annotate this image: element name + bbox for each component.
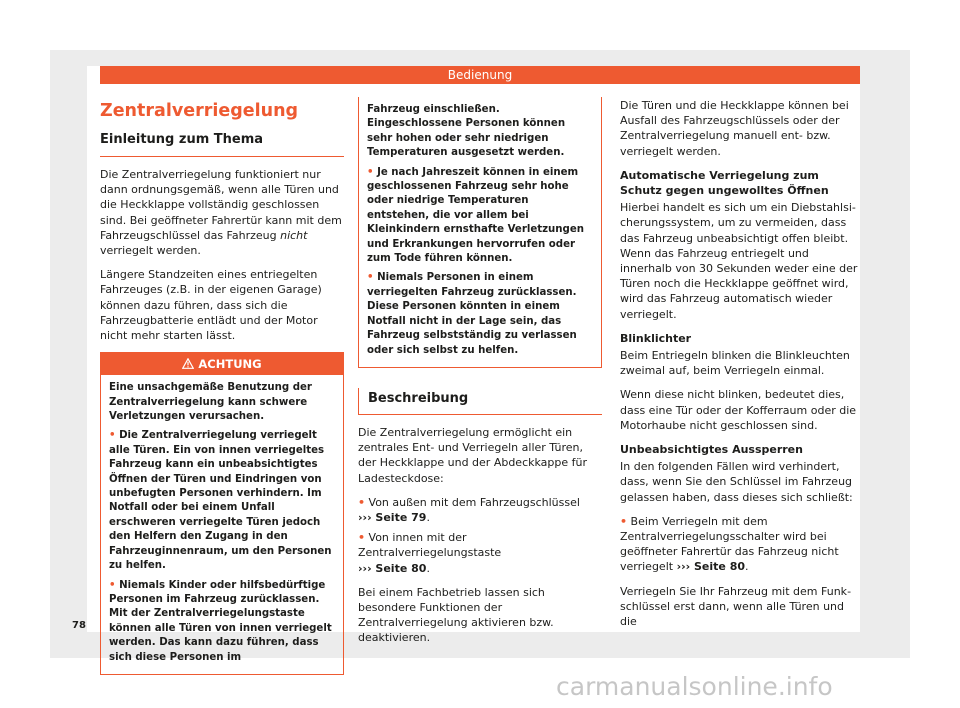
section-title: Zentralverriegelung — [100, 101, 299, 121]
warning-continued-text: Fahrzeug einschließen. Eingeschlossene Personen können sehr hohen oder sehr niedrigen Temperaturen ausgesetzt werden. — [367, 104, 566, 159]
warning-bullet: • Je nach Jahreszeit können in einem geschlossenen Fahrzeug sehr hohe oder niedrige Temperaturen entstehen, die vor allem bei Kleinkindern ernsthafte Verletzungen und Erkrankungen hervorrufen oder zum Tode führen können. — [367, 166, 585, 265]
middle-column — [358, 97, 602, 655]
description-paragraph-2: Bei einem Fachbetrieb lassen sich besondere Funktionen der Zentralverriegelung aktivieren bzw. deaktivieren. — [358, 585, 554, 645]
list-item: • Beim Verriegeln mit dem Zentralverriegelungsschalter wird bei geöffneter Fahrertür das Fahrzeug nicht verriegelt ››› Seite 80. — [620, 514, 839, 574]
warning-triangle-icon — [182, 358, 194, 369]
page-reference-link[interactable]: ››› Seite 80 — [358, 561, 427, 575]
list-item: • Von außen mit dem Fahrzeugschlüssel ››› Seite 79. — [358, 495, 580, 524]
right-column — [620, 98, 860, 638]
watermark: carmanualsonline.info — [556, 672, 833, 701]
warning-bullet: • Niemals Kinder oder hilfsbedürftige Personen im Fahrzeug zurücklassen. Mit der Zentralverriegelungstaste können alle Türen von innen verriegelt werden. Das kann dazu führen, dass sich diese Personen im — [109, 579, 332, 663]
warning-header — [101, 353, 343, 375]
intro-paragraph-1: Die Zentralverriegelung funktioniert nur dann ordnungsgemäß, wenn alle Türen und die Heckklappe vollständig geschlossen sind. Bei geöffneter Fahrertür kann mit dem Fahrzeugschlüssel das Fahrzeug nicht verriegelt werden. — [100, 168, 342, 258]
right-paragraph-5: In den folgenden Fällen wird verhindert, dass, wenn Sie den Schlüssel im Fahrzeug gelassen haben, dass dieses sich schließt: — [620, 460, 853, 504]
warning-continuation — [358, 97, 602, 368]
intro-paragraph-2: Längere Standzeiten eines entriegelten Fahrzeuges (z.B. in der eigenen Garage) können dazu führen, dass sich die Fahrzeugbatterie entlädt und der Motor nicht mehr starten lässt. — [100, 268, 322, 343]
right-paragraph-1: Die Türen und die Heckklappe können bei Ausfall des Fahrzeugschlüssels oder der Zentralverriegelung manuell ent- bzw. verriegelt werden. — [620, 99, 849, 158]
warning-body — [101, 375, 343, 674]
page-reference-link[interactable]: ››› Seite 79 — [358, 510, 427, 524]
description-paragraph-1: Die Zentralverriegelung ermöglicht ein zentrales Ent- und Verriegeln aller Türen, der Heckklappe und der Abdeckkappe für Ladesteckdose: — [358, 425, 588, 485]
warning-label: ACHTUNG — [198, 357, 262, 372]
heading-lockout: Unbeabsichtigtes Aussperren — [620, 443, 803, 457]
subsection-title-description: Beschreibung — [358, 388, 602, 415]
chapter-header: Bedienung — [100, 66, 860, 84]
page-number: 78 — [72, 620, 86, 631]
heading-auto-lock: Automatische Verriegelung zum Schutz gegen ungewolltes Öffnen — [620, 168, 829, 198]
left-column — [100, 100, 344, 675]
warning-box — [100, 352, 344, 675]
warning-bullet: • Niemals Personen in einem verriegelten Fahrzeug zurücklassen. Diese Personen könnten in einem Notfall nicht in der Lage sein, das Fahrzeug selbstständig zu verlassen oder sich selbst zu helfen. — [367, 272, 577, 356]
list-item: • Von innen mit der Zentralverriegelungstaste ››› Seite 80. — [358, 531, 502, 575]
right-paragraph-4: Wenn diese nicht blinken, bedeutet dies, dass eine Tür oder der Kofferraum oder die Motorhaube nicht geschlossen sind. — [620, 388, 857, 432]
right-paragraph-6: Verriegeln Sie Ihr Fahrzeug mit dem Funkschlüssel erst dann, wenn alle Türen und die — [620, 584, 852, 629]
subsection-title-intro: Einleitung zum Thema — [100, 131, 344, 157]
warning-bullet: • Die Zentralverriegelung verriegelt alle Türen. Ein von innen verriegeltes Fahrzeug kann ein unbeabsichtigtes Öffnen der Türen und Eindringen von unbefugten Personen verhindern. Im Notfall oder bei einem Unfall erschweren verriegelte Türen jedoch den Helfern den Zugang in den Fahrzeuginnenraum, um den Personen zu helfen. — [109, 430, 332, 572]
right-paragraph-2: Hierbei handelt es sich um ein Diebstahlsicherungssystem, um zu vermeiden, dass das Fahrzeug unbeabsichtigt offen bleibt. Wenn das Fahrzeug entriegelt und innerhalb von 30 Sekunden weder eine der Türen noch die Heckklappe geöffnet wird, wird das Fahrzeug automatisch wieder verriegelt. — [620, 201, 858, 321]
page-reference-link[interactable]: ››› Seite 80 — [676, 560, 746, 574]
warning-intro: Eine unsachgemäße Benutzung der Zentralverriegelung kann schwere Verletzungen verursachen. — [109, 382, 312, 423]
heading-turn-signals: Blinklichter — [620, 331, 692, 345]
right-paragraph-3: Beim Entriegeln blinken die Blinkleuchten zweimal auf, beim Verriegeln einmal. — [620, 349, 850, 378]
